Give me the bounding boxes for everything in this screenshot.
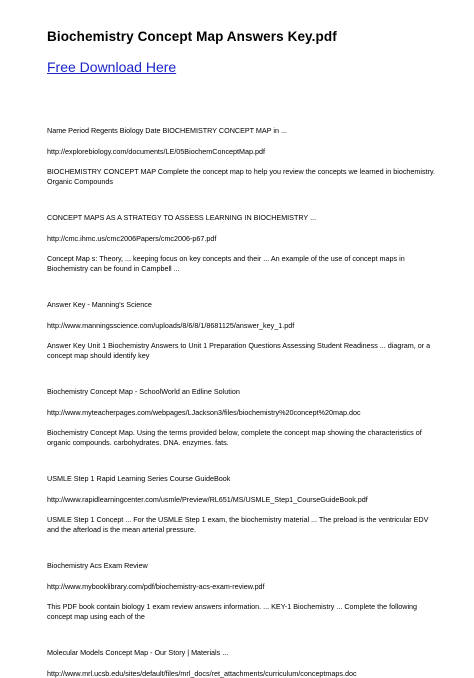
result-entry [47,474,442,534]
result-url[interactable]: http://cmc.ihmc.us/cmc2006Papers/cmc2006-p67.pdf [47,234,442,244]
result-url[interactable]: http://www.rapidlearningcenter.com/usmle/Preview/RL651/MS/USMLE_Step1_CourseGuideBook.pdf [47,495,442,505]
result-url[interactable]: http://explorebiology.com/documents/LE/05BiochemConceptMap.pdf [47,147,442,157]
result-snippet: BIOCHEMISTRY CONCEPT MAP Complete the concept map to help you review the concepts we learned in biochemistry. Organic Compounds [47,167,442,186]
result-url[interactable]: http://www.manningsscience.com/uploads/8/6/8/1/8681125/answer_key_1.pdf [47,321,442,331]
result-entry [47,213,442,273]
free-download-link[interactable]: Free Download Here [47,59,176,75]
result-title: Answer Key - Manning's Science [47,300,442,310]
result-url[interactable]: http://www.mybooklibrary.com/pdf/biochemistry-acs-exam-review.pdf [47,582,442,592]
result-snippet: Answer Key Unit 1 Biochemistry Answers to Unit 1 Preparation Questions Assessing Student Readiness ... diagram, or a concept map should identify key [47,341,442,360]
result-url[interactable]: http://www.myteacherpages.com/webpages/LJackson3/files/biochemistry%20concept%20map.doc [47,408,442,418]
result-snippet: This PDF book contain biology 1 exam review answers information. ... KEY-1 Biochemistry ... Complete the following concept map using each of the [47,602,442,621]
search-results-list [47,126,442,678]
result-title: CONCEPT MAPS AS A STRATEGY TO ASSESS LEARNING IN BIOCHEMISTRY ... [47,213,442,223]
result-url[interactable]: http://www.mrl.ucsb.edu/sites/default/files/mrl_docs/ret_attachments/curriculum/conceptmaps.doc [47,669,442,678]
result-entry [47,561,442,621]
result-snippet: USMLE Step 1 Concept ... For the USMLE Step 1 exam, the biochemistry material ... The preload is the ventricular EDV and the afterload is the mean arterial pressure. [47,515,442,534]
result-title: USMLE Step 1 Rapid Learning Series Course GuideBook [47,474,442,484]
result-title: Biochemistry Acs Exam Review [47,561,442,571]
result-entry [47,126,442,186]
result-snippet: Biochemistry Concept Map. Using the terms provided below, complete the concept map showing the characteristics of organic compounds. carbohydrates. DNA. enzymes. fats. [47,428,442,447]
result-title: Biochemistry Concept Map - SchoolWorld an Edline Solution [47,387,442,397]
result-title: Name Period Regents Biology Date BIOCHEMISTRY CONCEPT MAP in ... [47,126,442,136]
document-title: Biochemistry Concept Map Answers Key.pdf [47,29,337,44]
result-snippet: Concept Map s: Theory, ... keeping focus on key concepts and their ... An example of the use of concept maps in Biochemistry can be found in Campbell ... [47,254,442,273]
result-entry [47,387,442,447]
result-title: Molecular Models Concept Map - Our Story | Materials ... [47,648,442,658]
result-entry [47,648,442,678]
result-entry [47,300,442,360]
